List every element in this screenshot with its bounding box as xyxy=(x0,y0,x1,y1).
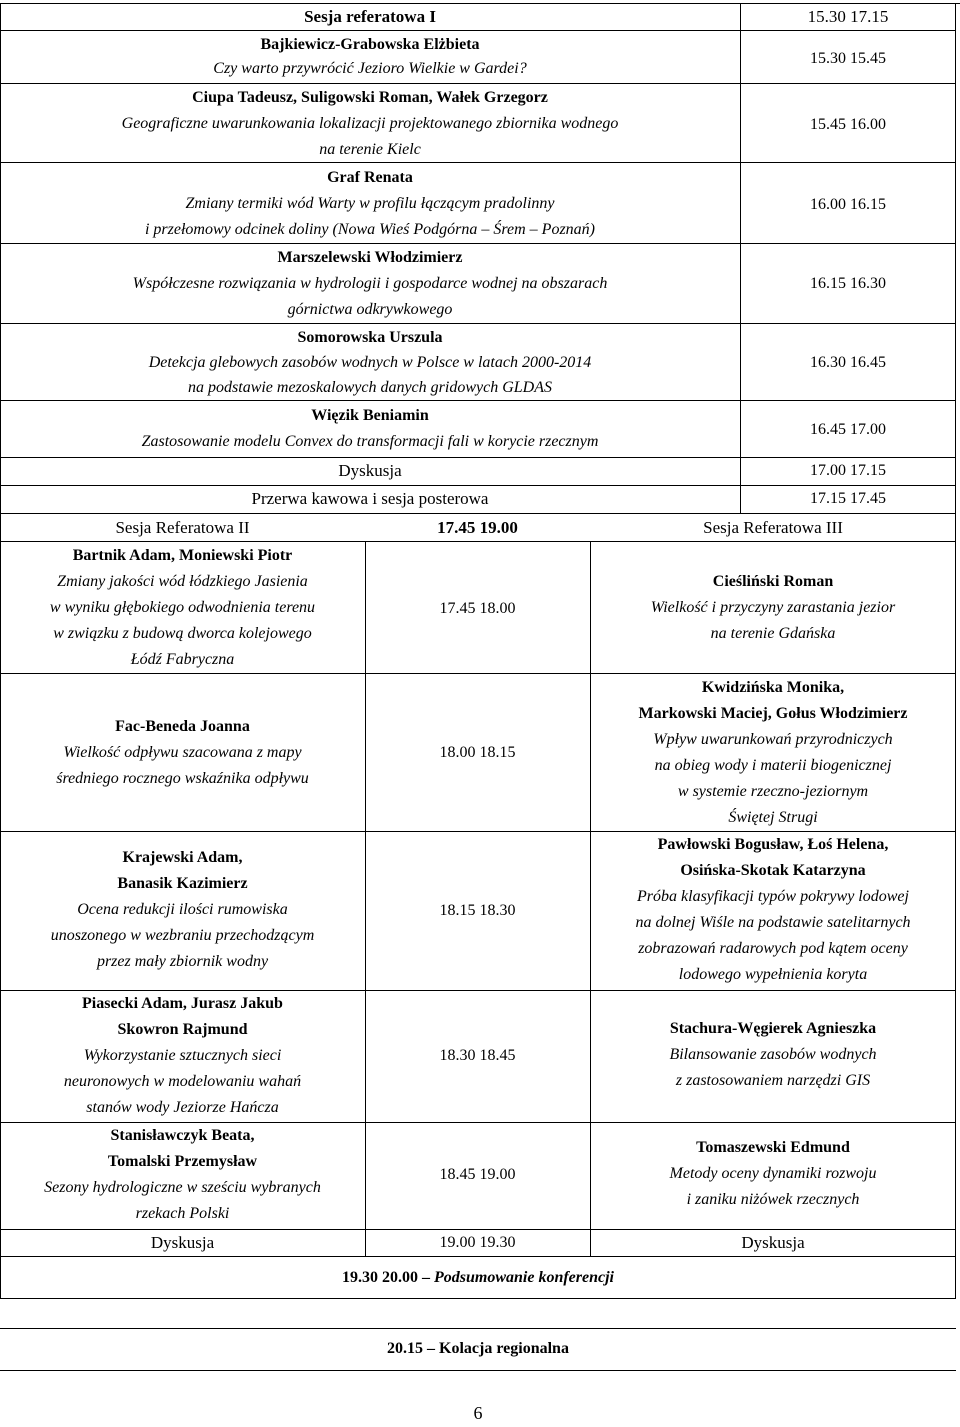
talk-title: na terenie Gdańska xyxy=(710,625,836,642)
dinner-top xyxy=(0,1328,956,1329)
talk-title: Ocena redukcji ilości rumowiska xyxy=(77,901,288,918)
session2-title: Sesja Referatowa II xyxy=(115,518,250,537)
talk-title: Świętej Strugi xyxy=(728,809,818,826)
left-talk xyxy=(0,714,365,792)
talk-authors: Cieśliński Roman xyxy=(712,573,834,590)
talk-title: Wykorzystanie sztucznych sieci xyxy=(83,1047,282,1064)
talk-title: w związku z budową dworca kolejowego xyxy=(53,625,312,642)
talk-title: Wielkość i przyczyny zarastania jezior xyxy=(650,599,896,616)
s1-row-line xyxy=(0,513,956,514)
talk-title: Wielkość odpływu szacowana z mapy xyxy=(63,744,302,761)
talk-title: Współczesne rozwiązania w hydrologii i gospodarce wodnej na obszarach xyxy=(132,275,608,292)
s1-row-line xyxy=(0,323,956,324)
summary-line: 19.30 20.00 – Podsumowanie konferencji xyxy=(341,1269,614,1286)
s2-row-line xyxy=(0,673,956,674)
s1-row-line xyxy=(0,30,956,31)
discussion-time: 19.00 19.30 xyxy=(439,1234,516,1251)
s2-col-divider-left xyxy=(365,541,366,1257)
session3-title: Sesja Referatowa III xyxy=(703,518,843,537)
summary-time: 19.30 20.00 xyxy=(341,1269,418,1286)
talk-title: Łódź Fabryczna xyxy=(130,651,235,668)
right-talk xyxy=(590,675,956,831)
talk-entry xyxy=(0,33,740,81)
talk-title: Zmiany termiki wód Warty w profilu łączącym pradolinny xyxy=(185,195,555,212)
talk-authors: Bajkiewicz-Grabowska Elżbieta xyxy=(260,36,480,53)
left-talk xyxy=(0,1123,365,1227)
s1-row-line xyxy=(0,400,956,401)
talk-title: średniego rocznego wskaźnika odpływu xyxy=(56,770,309,787)
talk-title: rzekach Polski xyxy=(135,1205,230,1222)
talk-entry xyxy=(0,85,740,163)
row-time: 18.45 19.00 xyxy=(439,1166,516,1183)
left-talk xyxy=(0,845,365,975)
page-number: 6 xyxy=(473,1403,483,1423)
row-time: 18.15 18.30 xyxy=(439,902,516,919)
talk-authors: Markowski Maciej, Gołus Włodzimierz xyxy=(638,705,908,722)
talk-authors: Tomalski Przemysław xyxy=(107,1153,258,1170)
talk-title: Geograficzne uwarunkowania lokalizacji projektowanego zbiornika wodnego xyxy=(121,115,619,132)
talk-authors: Banasik Kazimierz xyxy=(117,875,248,892)
talk-title: lodowego wypełnienia koryta xyxy=(678,966,868,983)
talk-time: 15.30 15.45 xyxy=(810,50,886,67)
talk-time: 16.15 16.30 xyxy=(810,275,886,292)
talk-title: na dolnej Wiśle na podstawie satelitarnych xyxy=(635,914,911,931)
talk-title: i przełomowy odcinek doliny (Nowa Wieś Podgórna – Śrem – Poznań) xyxy=(144,221,596,238)
talk-title: Czy warto przywrócić Jezioro Wielkie w Gardei? xyxy=(213,60,527,77)
talk-entry xyxy=(0,165,740,243)
talk-title: w wyniku głębokiego odwodnienia terenu xyxy=(49,599,316,616)
summary-top xyxy=(0,1256,956,1257)
talk-title: Zastosowanie modelu Convex do transformacji fali w korycie rzecznym xyxy=(141,433,599,450)
talk-authors: Fac-Beneda Joanna xyxy=(115,718,250,735)
right-talk xyxy=(590,569,956,647)
talk-authors: Skowron Rajmund xyxy=(117,1021,248,1038)
talk-time: 16.45 17.00 xyxy=(810,421,886,438)
break-time: 17.15 17.45 xyxy=(810,490,886,507)
talk-title: z zastosowaniem narzędzi GIS xyxy=(675,1072,871,1089)
s1-row-line xyxy=(0,83,956,84)
summary-bottom xyxy=(0,1298,956,1299)
right-talk xyxy=(590,1135,956,1213)
dinner-line: 20.15 – Kolacja regionalna xyxy=(387,1340,569,1357)
talk-entry xyxy=(0,325,740,400)
talk-authors: Marszelewski Włodzimierz xyxy=(277,249,463,266)
talk-title: Detekcja glebowych zasobów wodnych w Polsce w latach 2000-2014 xyxy=(148,354,592,371)
session1-title: Sesja referatowa I xyxy=(304,7,436,26)
s2-row-line xyxy=(0,1229,956,1230)
talk-title: przez mały zbiornik wodny xyxy=(96,953,269,970)
talk-authors: Bartnik Adam, Moniewski Piotr xyxy=(72,547,293,564)
s1-top-border xyxy=(0,3,960,4)
talk-time: 16.00 16.15 xyxy=(810,196,886,213)
talk-entry xyxy=(0,403,740,455)
summary-label: Podsumowanie konferencji xyxy=(433,1269,614,1286)
talk-title: na obieg wody i materii biogenicznej xyxy=(654,757,892,774)
dinner-bottom xyxy=(0,1370,956,1371)
discussion-label: Dyskusja xyxy=(338,461,402,480)
session1-time: 15.30 17.15 xyxy=(807,7,889,26)
talk-authors: Osińska-Skotak Katarzyna xyxy=(680,862,866,879)
s1-row-line xyxy=(0,485,956,486)
talk-title: Wpływ uwarunkowań przyrodniczych xyxy=(653,731,893,748)
right-talk xyxy=(590,1016,956,1094)
discussion-left: Dyskusja xyxy=(150,1233,215,1252)
talk-entry xyxy=(0,245,740,323)
discussion-time: 17.00 17.15 xyxy=(810,462,886,479)
talk-title: Metody oceny dynamiki rozwoju xyxy=(669,1165,877,1182)
talk-time: 15.45 16.00 xyxy=(810,116,886,133)
talk-title: Próba klasyfikacji typów pokrywy lodowej xyxy=(637,888,909,905)
break-label: Przerwa kawowa i sesja posterowa xyxy=(251,489,489,508)
talk-authors: Piasecki Adam, Jurasz Jakub xyxy=(82,995,283,1012)
discussion-right: Dyskusja xyxy=(741,1233,805,1252)
left-talk xyxy=(0,543,365,673)
talk-authors: Kwidzińska Monika, xyxy=(701,679,845,696)
talk-title: w systemie rzeczno-jeziornym xyxy=(677,783,869,800)
session2-time: 17.45 19.00 xyxy=(437,518,518,537)
talk-title: stanów wody Jeziorze Hańcza xyxy=(86,1099,279,1116)
talk-authors: Ciupa Tadeusz, Suligowski Roman, Wałek Grzegorz xyxy=(192,89,548,106)
talk-title: Sezony hydrologiczne w sześciu wybranych xyxy=(44,1179,321,1196)
s2-row-line xyxy=(0,541,956,542)
row-time: 18.00 18.15 xyxy=(439,744,516,761)
talk-authors: Więzik Beniamin xyxy=(311,407,429,424)
talk-title: neuronowych w modelowaniu wahań xyxy=(63,1073,302,1090)
talk-title: i zaniku niżówek rzecznych xyxy=(686,1191,860,1208)
talk-authors: Graf Renata xyxy=(327,169,413,186)
right-talk xyxy=(590,832,956,988)
dinner-time: 20.15 xyxy=(387,1340,424,1357)
s1-row-line xyxy=(0,243,956,244)
talk-title: górnictwa odkrywkowego xyxy=(287,301,453,318)
talk-title: Zmiany jakości wód łódzkiego Jasienia xyxy=(57,573,308,590)
row-time: 18.30 18.45 xyxy=(439,1047,516,1064)
talk-title: unoszonego w wezbraniu przechodzącym xyxy=(50,927,315,944)
talk-authors: Pawłowski Bogusław, Łoś Helena, xyxy=(657,836,889,853)
talk-authors: Krajewski Adam, xyxy=(122,849,243,866)
dinner-label: Kolacja regionalna xyxy=(439,1340,569,1357)
talk-time: 16.30 16.45 xyxy=(810,354,886,371)
talk-authors: Tomaszewski Edmund xyxy=(696,1139,850,1156)
talk-title: zobrazowań radarowych pod kątem oceny xyxy=(638,940,908,957)
talk-title: na podstawie mezoskalowych danych gridowych GLDAS xyxy=(188,379,552,396)
talk-title: Bilansowanie zasobów wodnych xyxy=(669,1046,877,1063)
talk-authors: Somorowska Urszula xyxy=(297,329,443,346)
talk-title: na terenie Kielc xyxy=(319,141,421,158)
talk-authors: Stanisławczyk Beata, xyxy=(110,1127,255,1144)
s1-row-line xyxy=(0,457,956,458)
row-time: 17.45 18.00 xyxy=(439,600,516,617)
left-talk xyxy=(0,991,365,1121)
talk-authors: Stachura-Węgierek Agnieszka xyxy=(669,1020,877,1037)
